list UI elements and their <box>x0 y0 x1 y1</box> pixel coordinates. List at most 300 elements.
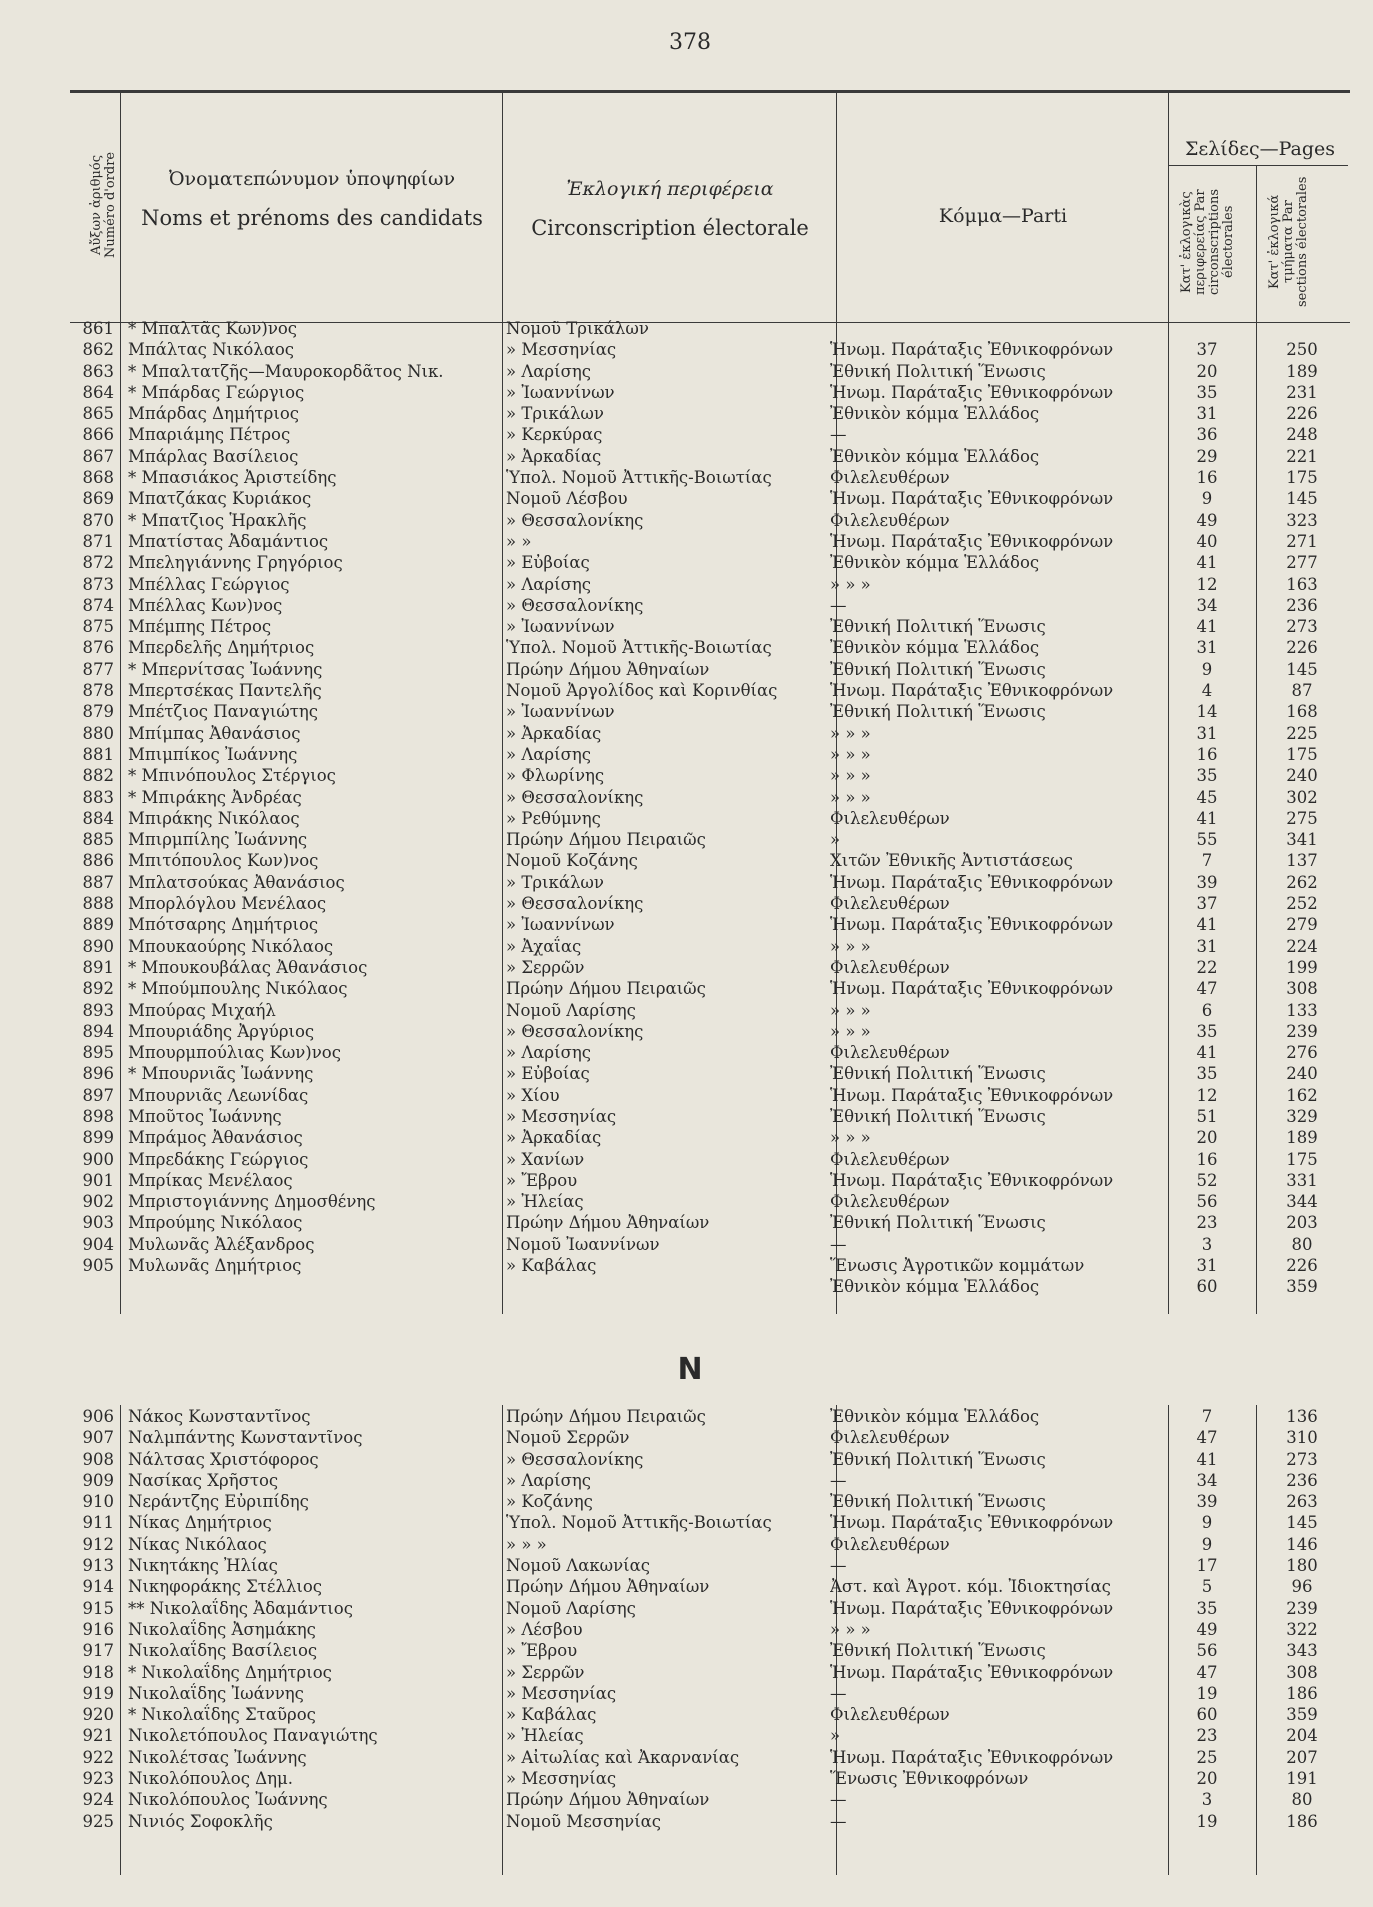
party: Ἐθνικὸν κόμμα Ἑλλάδος <box>830 1277 1040 1297</box>
constituency: Πρώην Δήμου Ἀθηναίων <box>506 1213 710 1233</box>
row-number: 891 <box>82 957 114 977</box>
table-row <box>0 1768 1373 1789</box>
table-row <box>0 1811 1373 1832</box>
constituency: Νομοῦ Ἀργολίδος καὶ Κορινθίας <box>506 681 778 701</box>
pages-circ: 37 <box>1196 894 1218 914</box>
pages-sect: 359 <box>1286 1277 1318 1297</box>
name-header <box>122 168 502 230</box>
party: Φιλελευθέρων <box>830 957 950 977</box>
pages-circ: 49 <box>1196 510 1218 530</box>
constituency: » Θεσσαλονίκης <box>506 1449 644 1469</box>
table-row <box>0 467 1373 488</box>
party: Ἡνωμ. Παράταξις Ἐθνικοφρόνων <box>830 1747 1114 1767</box>
table-row <box>0 744 1373 765</box>
candidate-name: Μπουρμπούλιας Κων)νος <box>128 1043 341 1063</box>
circ-header-fr: Circonscription électorale <box>531 216 809 240</box>
constituency: » Ρεθύμνης <box>506 808 601 828</box>
constituency: » Χανίων <box>506 1149 585 1169</box>
row-number: 895 <box>82 1043 114 1063</box>
pages-circ: 39 <box>1196 872 1218 892</box>
table-row <box>0 595 1373 616</box>
candidate-name: Μπουρνιᾶς Λεωνίδας <box>128 1085 309 1105</box>
row-number: 874 <box>82 595 114 615</box>
pages-sect: 163 <box>1286 574 1318 594</box>
party: Ἐθνικὸν κόμμα Ἑλλάδος <box>830 638 1040 658</box>
party: Ἐθνική Πολιτική Ἕνωσις <box>830 361 1046 381</box>
pages-circ: 41 <box>1196 617 1218 637</box>
pages-circ: 23 <box>1196 1213 1218 1233</box>
table-row <box>0 1789 1373 1810</box>
pages-sect: 263 <box>1286 1492 1318 1512</box>
constituency: » Τρικάλων <box>506 872 604 892</box>
row-number: 909 <box>82 1470 114 1490</box>
constituency: » Κοζάνης <box>506 1492 593 1512</box>
party: Ἐθνικὸν κόμμα Ἑλλάδος <box>830 404 1040 424</box>
candidate-name: Μπέλλας Κων)νος <box>128 595 283 615</box>
row-number: 910 <box>82 1492 114 1512</box>
table-row <box>0 1063 1373 1084</box>
order-header-gr: Αὔξων ἀριθμός <box>89 155 104 255</box>
constituency: » Ἰωαννίνων <box>506 702 615 722</box>
constituency: » Ἰωαννίνων <box>506 617 615 637</box>
party: — <box>830 595 847 615</box>
row-number: 881 <box>82 744 114 764</box>
row-number: 870 <box>82 510 114 530</box>
pages-sect: 331 <box>1286 1170 1318 1190</box>
constituency: » Ἠλείας <box>506 1192 584 1212</box>
table-row <box>0 659 1373 680</box>
constituency: Νομοῦ Σερρῶν <box>506 1428 630 1448</box>
table-row <box>0 1149 1373 1170</box>
constituency: » Σερρῶν <box>506 957 585 977</box>
pages-circ: 60 <box>1196 1705 1218 1725</box>
row-number: 876 <box>82 638 114 658</box>
pages-circ: 51 <box>1196 1106 1218 1126</box>
table-row <box>0 510 1373 531</box>
table-row <box>0 1276 1373 1297</box>
pages-circ: 31 <box>1196 638 1218 658</box>
circ-header-gr: Ἐκλογική περιφέρεια <box>566 178 774 200</box>
table-row <box>0 446 1373 467</box>
pages-sect: 262 <box>1286 872 1318 892</box>
constituency: » Λαρίσης <box>506 1470 591 1490</box>
pages-sect: 224 <box>1286 936 1318 956</box>
constituency: » Λαρίσης <box>506 1043 591 1063</box>
pages-sect: 145 <box>1286 489 1318 509</box>
pages-sect: 275 <box>1286 808 1318 828</box>
party: Φιλελευθέρων <box>830 468 950 488</box>
row-number: 899 <box>82 1128 114 1148</box>
table-row <box>0 680 1373 701</box>
pages-sect: 273 <box>1286 617 1318 637</box>
party: Ἡνωμ. Παράταξις Ἐθνικοφρόνων <box>830 531 1114 551</box>
table-row <box>0 1255 1373 1276</box>
party: » » » <box>830 744 871 764</box>
candidate-name: Μπίμπας Ἀθανάσιος <box>128 723 301 743</box>
row-number: 925 <box>82 1811 114 1831</box>
table-row <box>0 574 1373 595</box>
section-letter: N <box>677 1352 703 1387</box>
constituency: » Εὐβοίας <box>506 1064 590 1084</box>
table-row <box>0 531 1373 552</box>
pages-sect: 239 <box>1286 1021 1318 1041</box>
candidate-name: Νίκας Δημήτριος <box>128 1513 272 1533</box>
pages-circ: 9 <box>1201 659 1213 679</box>
candidate-name: * Μπουκουβάλας Ἀθανάσιος <box>128 957 368 977</box>
candidate-name: * Μπούμπουλης Νικόλαος <box>128 979 348 999</box>
constituency: Ὑπολ. Νομοῦ Ἀττικῆς-Βοιωτίας <box>506 468 772 488</box>
pages-circ: 29 <box>1196 446 1218 466</box>
constituency: Νομοῦ Λαρίσης <box>506 1598 636 1618</box>
table-row <box>0 850 1373 871</box>
candidate-name: Μπιμπίκος Ἰωάννης <box>128 744 298 764</box>
party: Ἐθνική Πολιτική Ἕνωσις <box>830 1064 1046 1084</box>
candidate-name: Μπέτζιος Παναγιώτης <box>128 702 318 722</box>
table-row <box>0 1106 1373 1127</box>
candidates-table-m <box>0 318 1373 1298</box>
constituency: » Θεσσαλονίκης <box>506 595 644 615</box>
candidate-name: Μπεληγιάννης Γρηγόριος <box>128 553 343 573</box>
row-number: 921 <box>82 1726 114 1746</box>
table-row <box>0 1598 1373 1619</box>
pages-circ: 6 <box>1201 1000 1213 1020</box>
table-row <box>0 1683 1373 1704</box>
row-number: 911 <box>82 1513 114 1533</box>
pages-sect: 250 <box>1286 340 1318 360</box>
party: Ἡνωμ. Παράταξις Ἐθνικοφρόνων <box>830 979 1114 999</box>
row-number: 869 <box>82 489 114 509</box>
table-row <box>0 957 1373 978</box>
constituency: » » <box>506 531 532 551</box>
pages-circ: 55 <box>1196 830 1218 850</box>
constituency: Νομοῦ Λέσβου <box>506 489 628 509</box>
pages-sect: 341 <box>1286 830 1318 850</box>
candidate-name: Νεράντζης Εὐριπίδης <box>128 1492 309 1512</box>
row-number: 897 <box>82 1085 114 1105</box>
pages-sect: 277 <box>1286 553 1318 573</box>
candidate-name: Νικολαΐδης Βασίλειος <box>128 1641 318 1661</box>
pages-circ: 41 <box>1196 915 1218 935</box>
candidate-name: * Μπατζιος Ἡρακλῆς <box>128 510 307 530</box>
candidate-name: Νάκος Κωνσταντῖνος <box>128 1407 311 1426</box>
pages-sect: 96 <box>1291 1577 1313 1597</box>
table-row <box>0 1747 1373 1768</box>
candidate-name: Μπριστογιάννης Δημοσθένης <box>128 1192 376 1212</box>
party: Φιλελευθέρων <box>830 894 950 914</box>
party: — <box>830 1683 847 1703</box>
party: Ἀστ. καὶ Ἀγροτ. κόμ. Ἰδιοκτησίας <box>830 1577 1111 1597</box>
row-number: 868 <box>82 468 114 488</box>
constituency: » Ἀρκαδίας <box>506 446 602 466</box>
order-header-fr: Numéro d'ordre <box>103 151 118 259</box>
party: » <box>830 830 841 850</box>
party: Φιλελευθέρων <box>830 1705 950 1725</box>
constituency: » Λέσβου <box>506 1619 583 1639</box>
constituency: Νομοῦ Τρικάλων <box>506 319 649 338</box>
party: Ἐθνική Πολιτική Ἕνωσις <box>830 617 1046 637</box>
constituency: Νομοῦ Λαρίσης <box>506 1000 636 1020</box>
pages-circ: 3 <box>1201 1234 1213 1254</box>
pages-circ: 40 <box>1196 531 1218 551</box>
party: — <box>830 1790 847 1810</box>
pages-sect: 199 <box>1286 957 1318 977</box>
pages-circ: 35 <box>1196 1021 1218 1041</box>
constituency: Νομοῦ Κοζάνης <box>506 851 638 871</box>
row-number: 901 <box>82 1170 114 1190</box>
row-number: 867 <box>82 446 114 466</box>
constituency: » Ἔβρου <box>506 1170 578 1190</box>
pages-sect: 180 <box>1286 1556 1318 1576</box>
pages-circ: 35 <box>1196 766 1218 786</box>
table-row <box>0 1000 1373 1021</box>
pages-sect: 302 <box>1286 787 1318 807</box>
constituency: Πρώην Δήμου Ἀθηναίων <box>506 659 710 679</box>
constituency: » » » <box>506 1534 547 1554</box>
row-number: 923 <box>82 1769 114 1789</box>
candidates-table-n <box>0 1406 1373 1832</box>
party: Ἐθνική Πολιτική Ἕνωσις <box>830 1492 1046 1512</box>
row-number: 871 <box>82 531 114 551</box>
pages-sect: 240 <box>1286 1064 1318 1084</box>
table-row <box>0 424 1373 445</box>
row-number: 924 <box>82 1790 114 1810</box>
party: Ἡνωμ. Παράταξις Ἐθνικοφρόνων <box>830 382 1114 402</box>
candidate-name: * Νικολαΐδης Δημήτριος <box>128 1662 332 1682</box>
pages-sect: 248 <box>1286 425 1318 445</box>
table-row <box>0 1640 1373 1661</box>
party: Φιλελευθέρων <box>830 1192 950 1212</box>
pages-sect: 240 <box>1286 766 1318 786</box>
pages-circ: 14 <box>1196 702 1218 722</box>
row-number: 879 <box>82 702 114 722</box>
pages-circ: 31 <box>1196 723 1218 743</box>
constituency: » Μεσσηνίας <box>506 1683 617 1703</box>
pages-circ: 41 <box>1196 808 1218 828</box>
row-number: 883 <box>82 787 114 807</box>
pages-sect: 359 <box>1286 1705 1318 1725</box>
constituency: Ὑπολ. Νομοῦ Ἀττικῆς-Βοιωτίας <box>506 638 772 658</box>
party: — <box>830 1234 847 1254</box>
party: » <box>830 1726 841 1746</box>
table-row <box>0 1085 1373 1106</box>
row-number: 887 <box>82 872 114 892</box>
pages-sect: 146 <box>1286 1534 1318 1554</box>
table-row <box>0 914 1373 935</box>
party: Φιλελευθέρων <box>830 510 950 530</box>
constituency: » Σερρῶν <box>506 1662 585 1682</box>
party: Ἐθνικὸν κόμμα Ἑλλάδος <box>830 446 1040 466</box>
candidate-name: * Μπασιάκος Ἀριστείδης <box>128 468 337 488</box>
party: — <box>830 1470 847 1490</box>
pages-sect: 226 <box>1286 638 1318 658</box>
pages-circ: 36 <box>1196 425 1218 445</box>
row-number: 918 <box>82 1662 114 1682</box>
pages-circ: 7 <box>1201 851 1213 871</box>
pages-sect: 145 <box>1286 659 1318 679</box>
party: Φιλελευθέρων <box>830 1428 950 1448</box>
pages-sect: 189 <box>1286 1128 1318 1148</box>
candidate-name: Μπουριάδης Ἀργύριος <box>128 1021 315 1041</box>
constituency: Νομοῦ Λακωνίας <box>506 1556 651 1576</box>
pages-circ: 34 <box>1196 1470 1218 1490</box>
party: Ἐθνικὸν κόμμα Ἑλλάδος <box>830 553 1040 573</box>
pages-sect: 145 <box>1286 1513 1318 1533</box>
pages-circ: 39 <box>1196 1492 1218 1512</box>
pages-circ: 60 <box>1196 1277 1218 1297</box>
row-number: 885 <box>82 830 114 850</box>
row-number: 886 <box>82 851 114 871</box>
row-number: 913 <box>82 1556 114 1576</box>
row-number: 898 <box>82 1106 114 1126</box>
pages-sect: 310 <box>1286 1428 1318 1448</box>
pages-sect: 308 <box>1286 979 1318 999</box>
row-number: 863 <box>82 361 114 381</box>
pages-circ: 9 <box>1201 489 1213 509</box>
candidate-name: Μπούρας Μιχαήλ <box>128 1000 276 1020</box>
pages-circ: 56 <box>1196 1641 1218 1661</box>
table-row <box>0 382 1373 403</box>
pages-circ: 20 <box>1196 1128 1218 1148</box>
pages-sect: 252 <box>1286 894 1318 914</box>
pages-sect: 87 <box>1291 681 1313 701</box>
table-row <box>0 616 1373 637</box>
pages-sect: 329 <box>1286 1106 1318 1126</box>
candidate-name: Μπρεδάκης Γεώργιος <box>128 1149 309 1169</box>
row-number: 894 <box>82 1021 114 1041</box>
pages-sect-header: Κατ' ἐκλογικά τμήματα Par sections électorales <box>1267 176 1310 308</box>
table-row <box>0 318 1373 339</box>
row-number: 866 <box>82 425 114 445</box>
pages-sect: 273 <box>1286 1449 1318 1469</box>
row-number: 922 <box>82 1747 114 1767</box>
pages-sect: 322 <box>1286 1619 1318 1639</box>
name-header-fr: Noms et prénoms des candidats <box>141 206 483 230</box>
candidate-name: Μπατζάκας Κυριάκος <box>128 489 312 509</box>
table-row <box>0 765 1373 786</box>
pages-sect: 137 <box>1286 851 1318 871</box>
party: Ἡνωμ. Παράταξις Ἐθνικοφρόνων <box>830 1662 1114 1682</box>
candidate-name: Νικητάκης Ἠλίας <box>128 1556 278 1576</box>
row-number: 892 <box>82 979 114 999</box>
row-number: 905 <box>82 1256 114 1276</box>
candidate-name: Μπερτσέκας Παντελῆς <box>128 681 322 701</box>
pages-sect: 226 <box>1286 1256 1318 1276</box>
constituency: » Φλωρίνης <box>506 766 605 786</box>
table-row <box>0 1127 1373 1148</box>
constituency: » Κερκύρας <box>506 425 603 445</box>
pages-sect: 175 <box>1286 1149 1318 1169</box>
table-row <box>0 1576 1373 1597</box>
pages-circ: 41 <box>1196 553 1218 573</box>
party: Ἡνωμ. Παράταξις Ἐθνικοφρόνων <box>830 872 1114 892</box>
pages-sect: 308 <box>1286 1662 1318 1682</box>
party: Ἡνωμ. Παράταξις Ἐθνικοφρόνων <box>830 915 1114 935</box>
party: Ἡνωμ. Παράταξις Ἐθνικοφρόνων <box>830 1513 1114 1533</box>
pages-sect: 175 <box>1286 744 1318 764</box>
constituency: » Λαρίσης <box>506 744 591 764</box>
table-row <box>0 1512 1373 1533</box>
constituency: » Μεσσηνίας <box>506 1106 617 1126</box>
party: Ἐθνική Πολιτική Ἕνωσις <box>830 659 1046 679</box>
page-number: 378 <box>669 30 711 55</box>
table-row <box>0 1170 1373 1191</box>
pages-sect: 271 <box>1286 531 1318 551</box>
candidate-name: Νικολαΐδης Ἀσημάκης <box>128 1619 316 1639</box>
candidate-name: Μπαριάμης Πέτρος <box>128 425 291 445</box>
table-row <box>0 488 1373 509</box>
party: Φιλελευθέρων <box>830 1043 950 1063</box>
table-row <box>0 872 1373 893</box>
table-row <box>0 1619 1373 1640</box>
pages-sect: 344 <box>1286 1192 1318 1212</box>
table-row <box>0 1725 1373 1746</box>
constituency: Νομοῦ Μεσσηνίας <box>506 1811 662 1831</box>
constituency: » Ἰωαννίνων <box>506 382 615 402</box>
constituency: Πρώην Δήμου Πειραιῶς <box>506 830 706 850</box>
pages-sect: 323 <box>1286 510 1318 530</box>
order-header <box>90 100 120 310</box>
table-row <box>0 1470 1373 1491</box>
table-row <box>0 1704 1373 1725</box>
pages-circ: 41 <box>1196 1449 1218 1469</box>
table-row <box>0 1191 1373 1212</box>
candidate-name: Μποῦτος Ἰωάννης <box>128 1106 282 1126</box>
pages-circ: 20 <box>1196 361 1218 381</box>
party: Ἐθνικὸν κόμμα Ἑλλάδος <box>830 1407 1040 1426</box>
party: Ἐθνική Πολιτική Ἕνωσις <box>830 1106 1046 1126</box>
candidate-name: Νικολαΐδης Ἰωάννης <box>128 1683 304 1703</box>
constituency: » Μεσσηνίας <box>506 1769 617 1789</box>
party: Ἡνωμ. Παράταξις Ἐθνικοφρόνων <box>830 489 1114 509</box>
party: Χιτῶν Ἐθνικῆς Ἀντιστάσεως <box>830 851 1073 871</box>
pages-circ: 4 <box>1201 681 1213 701</box>
party: » » » <box>830 1000 871 1020</box>
candidate-name: ** Νικολαΐδης Ἀδαμάντιος <box>128 1598 353 1618</box>
pages-sect: 191 <box>1286 1769 1318 1789</box>
table-row <box>0 829 1373 850</box>
table-row <box>0 978 1373 999</box>
row-number: 862 <box>82 340 114 360</box>
candidate-name: Νασίκας Χρῆστος <box>128 1470 279 1490</box>
party: Φιλελευθέρων <box>830 1149 950 1169</box>
party-header-text: Κόμμα—Parti <box>938 205 1068 227</box>
party: Ἡνωμ. Παράταξις Ἐθνικοφρόνων <box>830 1598 1114 1618</box>
party: Ἕνωσις Ἀγροτικῶν κομμάτων <box>830 1256 1085 1276</box>
row-number: 907 <box>82 1428 114 1448</box>
party: » » » <box>830 787 871 807</box>
party: Ἐθνική Πολιτική Ἕνωσις <box>830 1641 1046 1661</box>
candidate-name: Μπάρλας Βασίλειος <box>128 446 299 466</box>
party: Ἐθνική Πολιτική Ἕνωσις <box>830 1449 1046 1469</box>
constituency: » Χίου <box>506 1085 560 1105</box>
pages-sect: 136 <box>1286 1407 1318 1426</box>
pages-circ: 56 <box>1196 1192 1218 1212</box>
pages-circ: 31 <box>1196 1256 1218 1276</box>
party: » » » <box>830 1619 871 1639</box>
row-number: 882 <box>82 766 114 786</box>
pages-circ: 34 <box>1196 595 1218 615</box>
table-row <box>0 1449 1373 1470</box>
pages-sect: 231 <box>1286 382 1318 402</box>
pages-sect: 80 <box>1291 1234 1313 1254</box>
pages-circ: 7 <box>1201 1407 1213 1426</box>
row-number: 872 <box>82 553 114 573</box>
constituency: Νομοῦ Ἰωαννίνων <box>506 1234 660 1254</box>
candidate-name: Νικολέτσας Ἰωάννης <box>128 1747 307 1767</box>
constituency: » Ἠλείας <box>506 1726 584 1746</box>
constituency: Πρώην Δήμου Ἀθηναίων <box>506 1790 710 1810</box>
pages-circ: 35 <box>1196 382 1218 402</box>
